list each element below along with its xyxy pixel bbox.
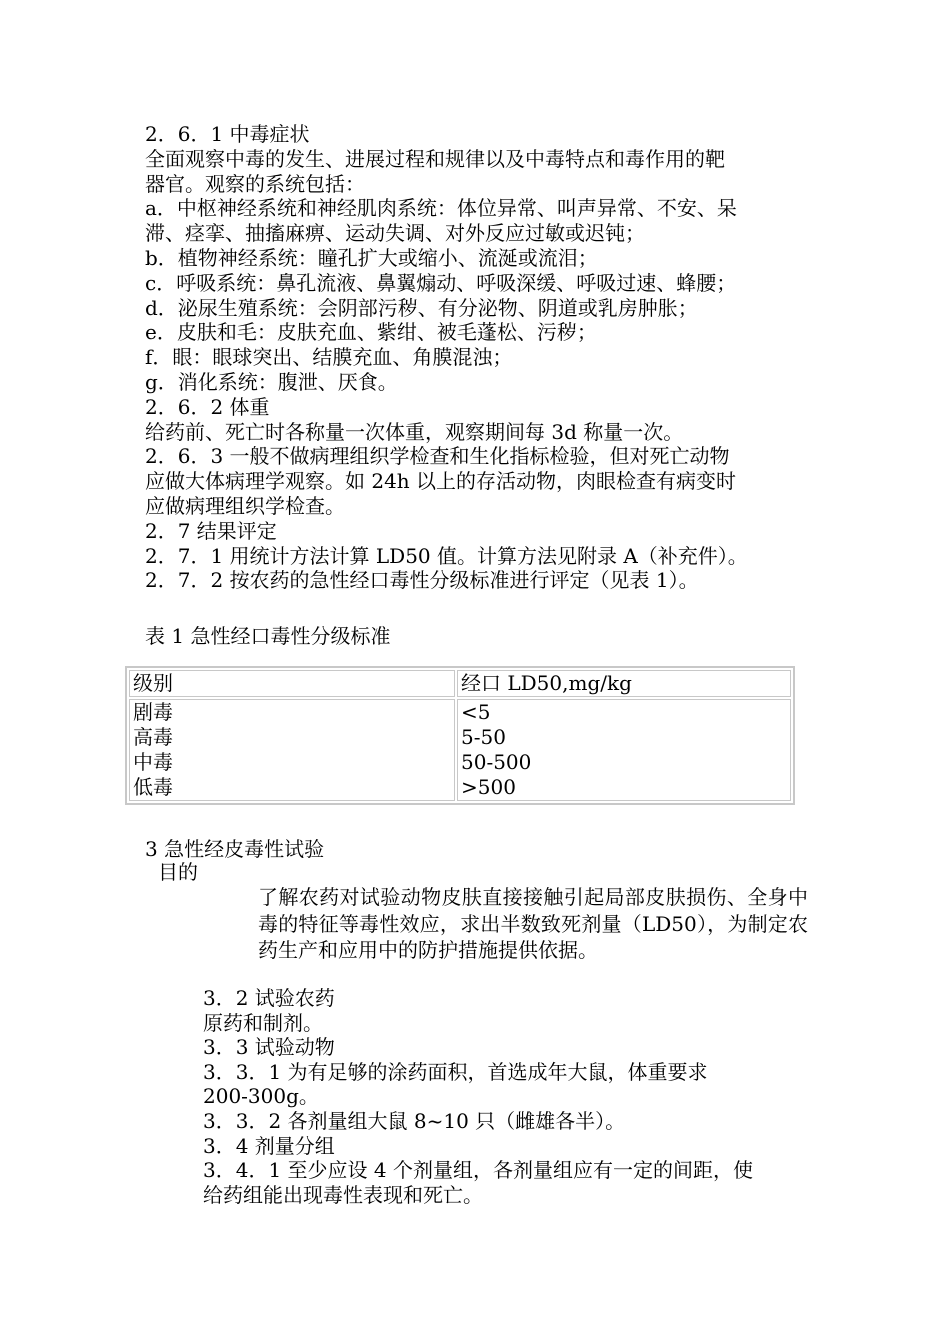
grade-value: 剧毒 [133,700,173,724]
grade-cell [129,699,455,801]
grade-value: 中毒 [133,750,173,774]
heading-2-7: 2．7 结果评定 [145,518,277,543]
ld50-cell [457,699,791,801]
grade-value: 低毒 [133,775,173,799]
table-row [129,699,791,801]
heading-3-3-1: 3．3．1 为有足够的涂药面积，首选成年大鼠，体重要求 [203,1059,708,1084]
paragraph-line: 全面观察中毒的发生、进展过程和规律以及中毒特点和毒作用的靶 [145,146,725,171]
section-3-title: 3 急性经皮毒性试验 [145,837,325,861]
purpose-label: 目的 [158,860,198,884]
heading-3-2: 3．2 试验农药 [203,986,335,1010]
list-item-c: c．呼吸系统：鼻孔流液、鼻翼煽动、呼吸深缓、呼吸过速、蜂腰； [145,270,737,295]
paragraph-line: 原药和制剂。 [203,1010,323,1035]
heading-3-3-2: 3．3．2 各剂量组大鼠 8~10 只（雌雄各半）。 [203,1108,626,1133]
section-2-6-text [145,122,815,593]
heading-2-6-2: 2．6．2 体重 [145,394,270,419]
heading-3-4: 3．4 剂量分组 [203,1133,335,1158]
heading-2-7-2: 2．7．2 按农药的急性经口毒性分级标准进行评定（见表 1）。 [145,568,699,593]
ld50-value: <5 [461,700,491,724]
list-item-b: b．植物神经系统：瞳孔扩大或缩小、流涎或流泪； [145,245,598,270]
table-caption: 表 1 急性经口毒性分级标准 [145,624,391,648]
toxicity-table [125,666,795,805]
list-item-a-cont: 滞、痉挛、抽搐麻痹、运动失调、对外反应过敏或迟钝； [145,221,645,246]
heading-2-7-1: 2．7．1 用统计方法计算 LD50 值。计算方法见附录 A（补充件）。 [145,543,748,568]
section-3-text [203,986,808,1207]
heading-2-6-1: 2．6．1 中毒症状 [145,122,310,146]
table-header-cell: 级别 [129,670,455,697]
list-item-g: g．消化系统：腹泄、厌食。 [145,369,398,394]
table-header-row [129,670,791,697]
ld50-value: 50-500 [461,750,532,774]
paragraph-line: 应做大体病理学观察。如 24h 以上的存活动物，肉眼检查有病变时 [145,469,737,494]
grade-value: 高毒 [133,725,173,749]
paragraph-line: 给药前、死亡时各称量一次体重，观察期间每 3d 称量一次。 [145,419,684,444]
ld50-value: >500 [461,775,516,799]
heading-3-4-1: 3．4．1 至少应设 4 个剂量组，各剂量组应有一定的间距，使 [203,1158,753,1183]
list-item-d: d．泌尿生殖系统：会阴部污秽、有分泌物、阴道或乳房肿胀； [145,295,698,320]
heading-3-3: 3．3 试验动物 [203,1035,335,1060]
list-item-a: a．中枢神经系统和神经肌肉系统：体位异常、叫声异常、不安、呆 [145,196,737,221]
list-item-e: e．皮肤和毛：皮肤充血、紫绀、被毛蓬松、污秽； [145,320,597,345]
purpose-paragraph: 了解农药对试验动物皮肤直接接触引起局部皮肤损伤、全身中毒的特征等毒性效应，求出半数致死剂量（LD50），为制定农药生产和应用中的防护措施提供依据。 [258,885,808,962]
table-header-cell: 经口 LD50,mg/kg [457,670,791,697]
paragraph-line: 200-300g。 [203,1084,319,1109]
ld50-value: 5-50 [461,725,506,749]
paragraph-line: 应做病理组织学检查。 [145,493,345,518]
heading-2-6-3: 2．6．3 一般不做病理组织学检查和生化指标检验，但对死亡动物 [145,444,730,469]
list-item-f: f．眼：眼球突出、结膜充血、角膜混浊； [145,345,513,370]
paragraph-line: 给药组能出现毒性表现和死亡。 [203,1182,483,1207]
paragraph-line: 器官。观察的系统包括： [145,171,365,196]
